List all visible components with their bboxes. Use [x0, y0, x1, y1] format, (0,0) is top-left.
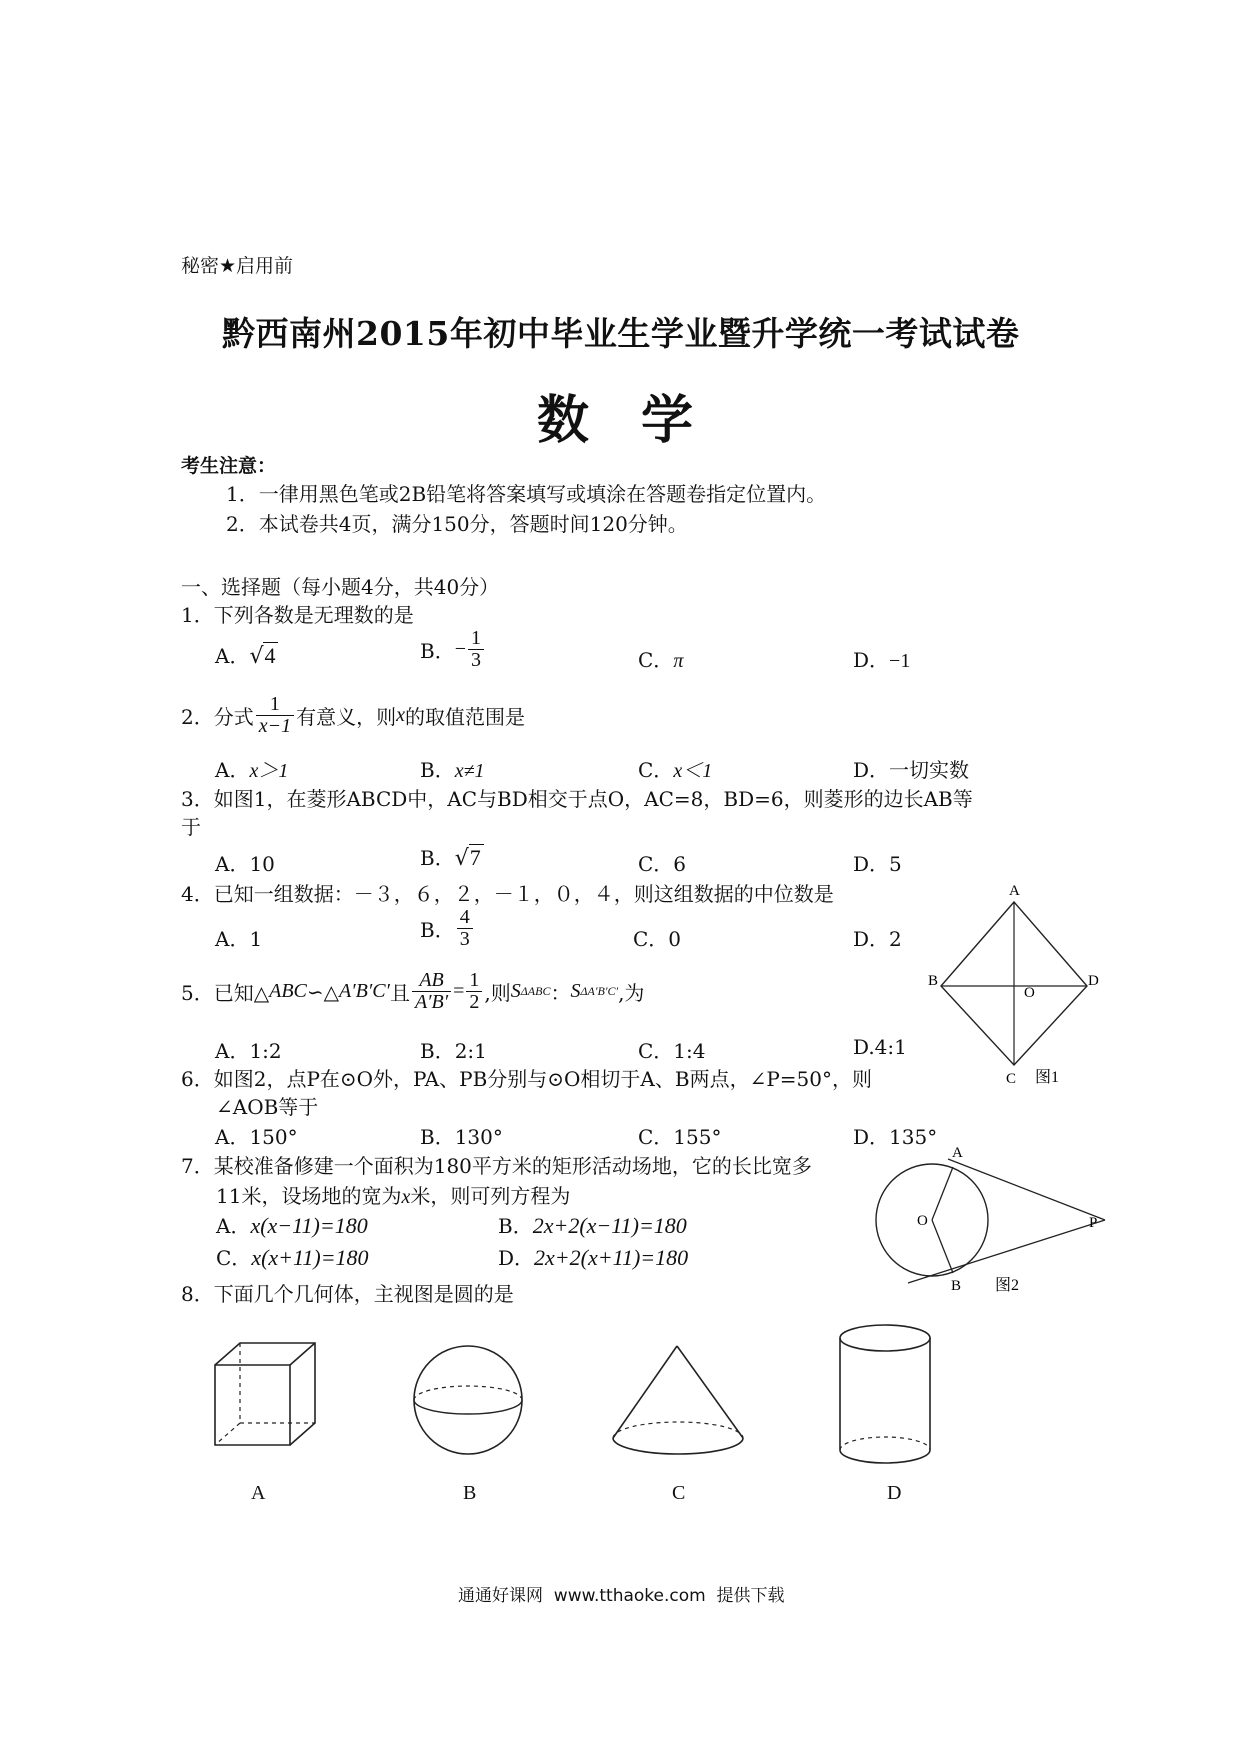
solid-cone — [605, 1338, 755, 1468]
question-8-stem: 8．下面几个几何体，主视图是圆的是 — [181, 1282, 514, 1306]
question-4-option-c: C．0 — [633, 927, 682, 951]
figure-2-caption: 图2 — [995, 1277, 1020, 1294]
question-6-option-a: A．150° — [215, 1125, 298, 1149]
solid-sphere — [408, 1340, 528, 1460]
question-1-option-c: C．π — [638, 648, 684, 672]
vertex-label-b: B — [928, 973, 939, 989]
exam-title: 黔西南州2015年初中毕业生学业暨升学统一考试试卷 — [222, 314, 1020, 353]
question-5-option-b: B．2:1 — [420, 1039, 487, 1063]
footer-text: 通通好课网 www.tthaoke.com 提供下载 — [458, 1586, 785, 1606]
section-heading: 一、选择题（每小题4分，共40分） — [181, 575, 500, 599]
solid-label-a: A — [251, 1482, 266, 1504]
figure-2-circle-tangents — [860, 1143, 1110, 1293]
question-7-line-1: 7．某校准备修建一个面积为180平方米的矩形活动场地，它的长比宽多 — [181, 1154, 812, 1178]
question-3-option-c: C．6 — [638, 852, 687, 876]
solid-label-b: B — [463, 1482, 477, 1504]
question-3-line-2: 于 — [181, 815, 201, 839]
figure-1-caption: 图1 — [1035, 1069, 1060, 1086]
question-2-option-b: B．x≠1 — [420, 758, 485, 782]
question-7-option-c: C．x(x+11)=180 — [216, 1245, 369, 1270]
notice-heading: 考生注意： — [181, 455, 277, 477]
question-3-option-d: D．5 — [853, 852, 902, 876]
question-1-option-d: D．−1 — [853, 648, 911, 672]
question-6-line-2: ∠AOB等于 — [216, 1095, 319, 1119]
question-6-option-b: B．130° — [420, 1125, 503, 1149]
secret-mark: 秘密★启用前 — [181, 255, 294, 277]
question-7-line-2: 11米，设场地的宽为x米，则可列方程为 — [216, 1184, 571, 1208]
question-7-option-a: A．x(x−11)=180 — [216, 1213, 368, 1238]
vertex-label-d: D — [1088, 973, 1099, 989]
vertex-label-a: A — [1009, 883, 1020, 899]
vertex-label-o: O — [1024, 985, 1035, 1001]
point-label-b: B — [951, 1278, 962, 1294]
question-4-stem: 4．已知一组数据：－３，６，２，－１，０，４，则这组数据的中位数是 — [181, 882, 834, 906]
notice-item-2: 2．本试卷共4页，满分150分，答题时间120分钟。 — [226, 512, 688, 536]
question-6-option-d: D．135° — [853, 1125, 938, 1149]
question-4-option-d: D．2 — [853, 927, 902, 951]
question-5-option-d: D.4:1 — [853, 1035, 907, 1059]
question-6-option-c: C．155° — [638, 1125, 722, 1149]
question-5-stem: 5．已知△ ABC ∽△ A′B′C′ 且 $\frac{AB}{A'B'}$ = $\frac{1}{2}$ ,则 S ΔABC ： S ΔA′B′C′ ,为 — [181, 969, 645, 1013]
vertex-label-c: C — [1006, 1071, 1017, 1087]
solid-label-c: C — [672, 1482, 686, 1504]
point-label-o: O — [917, 1213, 928, 1229]
question-1-option-a: A．√4 — [215, 640, 278, 669]
question-3-option-b: B．√7 — [420, 842, 484, 871]
question-2-stem: 2．分式 $\frac{1}{x-1}$ 有意义，则 x 的取值范围是 — [181, 693, 525, 737]
question-3-line-1: 3．如图1，在菱形ABCD中，AC与BD相交于点O，AC=8，BD=6，则菱形的边长AB等 — [181, 787, 973, 811]
subject-title: 数 学 — [537, 391, 694, 451]
question-5-option-a: A．1:2 — [215, 1039, 282, 1063]
question-2-option-d: D．一切实数 — [853, 758, 970, 782]
question-2-option-c: C．x＜1 — [638, 758, 713, 782]
point-label-p: P — [1089, 1215, 1098, 1231]
question-3-option-a: A．10 — [215, 852, 275, 876]
question-7-option-d: D．2x+2(x+11)=180 — [498, 1245, 689, 1270]
solid-label-d: D — [887, 1482, 902, 1504]
question-4-option-a: A．1 — [215, 927, 263, 951]
question-7-option-b: B．2x+2(x−11)=180 — [498, 1213, 687, 1238]
question-2-option-a: A．x＞1 — [215, 758, 289, 782]
solid-cube — [205, 1335, 325, 1470]
question-1-stem: 1．下列各数是无理数的是 — [181, 603, 414, 627]
solid-cylinder — [835, 1320, 935, 1470]
figure-1-rhombus — [930, 880, 1100, 1090]
point-label-a: A — [952, 1145, 963, 1161]
question-6-line-1: 6．如图2，点P在⊙O外，PA、PB分别与⊙O相切于A、B两点，∠P=50°，则 — [181, 1067, 872, 1091]
notice-item-1: 1．一律用黑色笔或2B铅笔将答案填写或填涂在答题卷指定位置内。 — [226, 482, 827, 506]
question-5-option-c: C．1:4 — [638, 1039, 706, 1063]
question-4-option-b: B． $\frac{4}{3}$ — [420, 907, 475, 950]
question-1-option-b: B． − $\frac{1}{3}$ — [420, 628, 486, 671]
